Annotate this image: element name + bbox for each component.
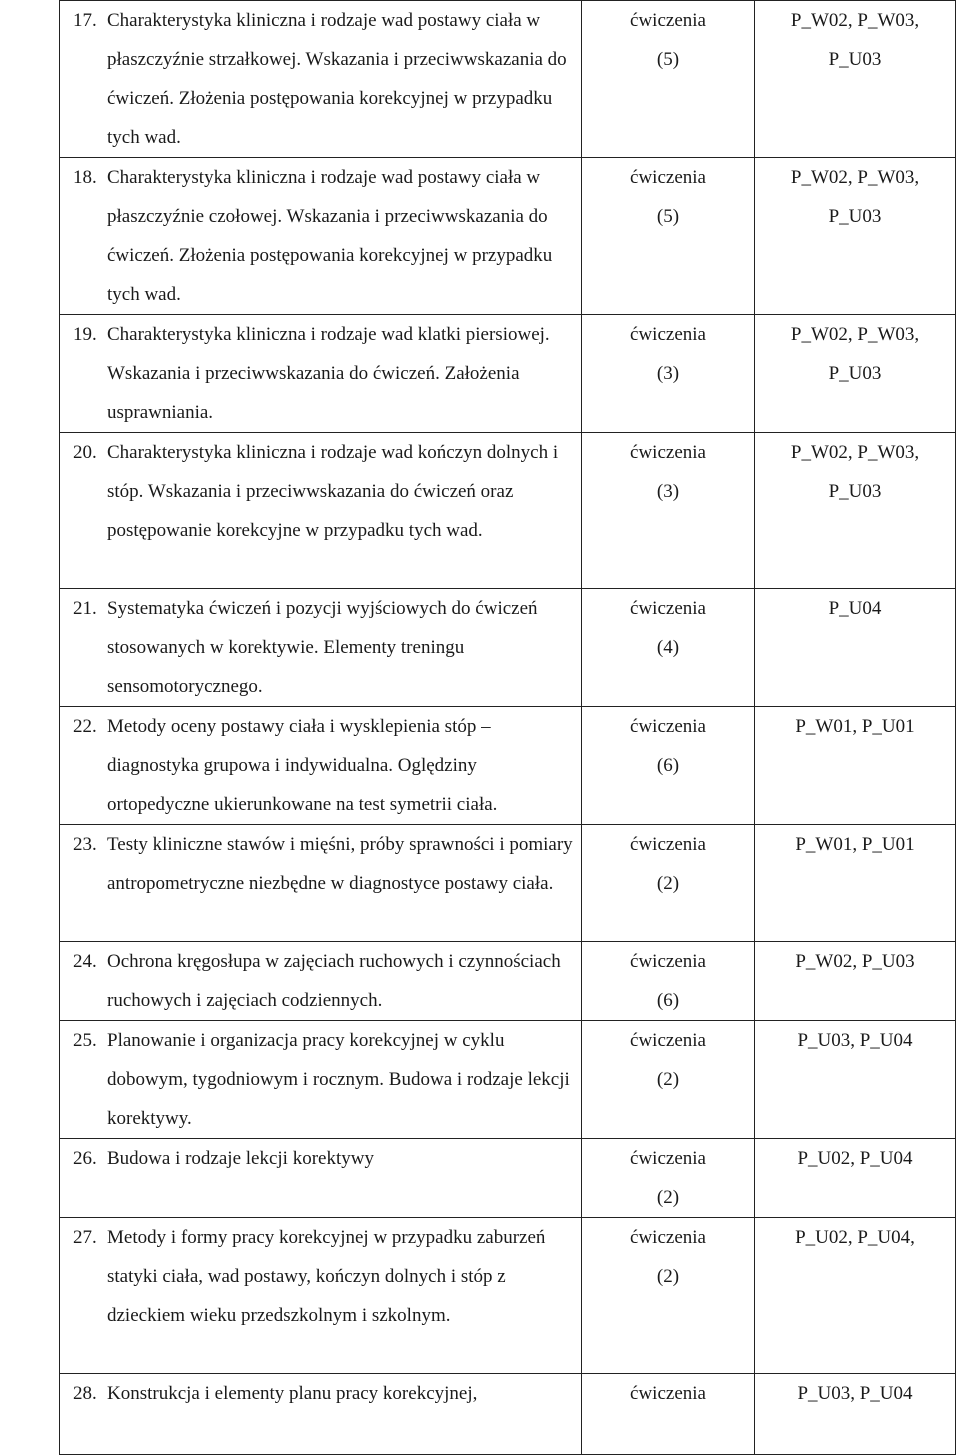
learning-effect-codes: P_U03 <box>828 363 882 384</box>
class-hours: (4) <box>656 637 680 658</box>
class-form: ćwiczenia <box>630 834 706 855</box>
table-row <box>60 707 956 825</box>
topic-cell <box>60 1 582 158</box>
learning-effect-codes: P_W01, P_U01 <box>795 716 915 737</box>
topic-cell <box>60 707 582 825</box>
class-form: ćwiczenia <box>630 442 706 463</box>
topic-number: 26. <box>73 1148 97 1169</box>
class-form: ćwiczenia <box>630 1383 706 1404</box>
topic-cell <box>60 158 582 315</box>
topic-text: Budowa i rodzaje lekcji korektywy <box>107 1148 374 1169</box>
form-cell <box>582 1139 755 1218</box>
topic-number: 21. <box>73 598 97 619</box>
form-cell <box>582 589 755 707</box>
learning-effect-codes: P_W02, P_W03, <box>790 167 920 188</box>
effects-cell <box>755 315 956 433</box>
effects-cell <box>755 589 956 707</box>
topic-cell <box>60 589 582 707</box>
form-cell <box>582 942 755 1021</box>
topic-text: Metody oceny postawy ciała i wysklepienia stóp – diagnostyka grupowa i indywidualna. Oględziny ortopedyczne ukierunkowane na test symetrii ciała. <box>107 716 498 815</box>
class-hours: (6) <box>656 990 680 1011</box>
class-form: ćwiczenia <box>630 167 706 188</box>
class-hours: (6) <box>656 755 680 776</box>
learning-effect-codes: P_U03 <box>828 481 882 502</box>
class-hours: (3) <box>656 481 680 502</box>
topic-number: 27. <box>73 1227 97 1248</box>
topic-cell <box>60 1374 582 1455</box>
class-hours: (5) <box>656 49 680 70</box>
table-row <box>60 158 956 315</box>
table-row <box>60 1 956 158</box>
learning-effect-codes: P_U03 <box>828 206 882 227</box>
topic-number: 20. <box>73 442 97 463</box>
topic-text: Systematyka ćwiczeń i pozycji wyjściowych do ćwiczeń stosowanych w korektywie. Elementy treningu sensomotorycznego. <box>107 598 538 697</box>
class-form: ćwiczenia <box>630 951 706 972</box>
topic-text: Charakterystyka kliniczna i rodzaje wad klatki piersiowej. Wskazania i przeciwwskazania do ćwiczeń. Założenia usprawniania. <box>107 324 550 423</box>
learning-effect-codes: P_U03, P_U04 <box>797 1383 913 1404</box>
topic-number: 25. <box>73 1030 97 1051</box>
topic-text: Ochrona kręgosłupa w zajęciach ruchowych i czynnościach ruchowych i zajęciach codziennych. <box>107 951 561 1011</box>
learning-effect-codes: P_U02, P_U04 <box>797 1148 913 1169</box>
topic-text: Konstrukcja i elementy planu pracy korekcyjnej, <box>107 1383 478 1404</box>
class-form: ćwiczenia <box>630 1030 706 1051</box>
class-form: ćwiczenia <box>630 10 706 31</box>
effects-cell <box>755 1 956 158</box>
effects-cell <box>755 942 956 1021</box>
table-row <box>60 1374 956 1455</box>
topic-cell <box>60 825 582 942</box>
topic-number: 28. <box>73 1383 97 1404</box>
effects-cell <box>755 1374 956 1455</box>
table-row <box>60 1021 956 1139</box>
class-hours: (3) <box>656 363 680 384</box>
learning-effect-codes: P_W02, P_U03 <box>795 951 915 972</box>
topic-text: Metody i formy pracy korekcyjnej w przypadku zaburzeń statyki ciała, wad postawy, kończyn dolnych i stóp z dzieckiem wieku przedszkolnym i szkolnym. <box>107 1227 546 1326</box>
form-cell <box>582 1374 755 1455</box>
effects-cell <box>755 1218 956 1374</box>
table-row <box>60 589 956 707</box>
effects-cell <box>755 707 956 825</box>
learning-effect-codes: P_W02, P_W03, <box>790 442 920 463</box>
topic-text: Charakterystyka kliniczna i rodzaje wad postawy ciała w płaszczyźnie strzałkowej. Wskazania i przeciwwskazania do ćwiczeń. Złożenia postępowania korekcyjnej w przypadku tych wad. <box>107 10 567 148</box>
form-cell <box>582 1218 755 1374</box>
table-row <box>60 1218 956 1374</box>
topic-number: 18. <box>73 167 97 188</box>
class-hours: (2) <box>656 1187 680 1208</box>
topic-number: 23. <box>73 834 97 855</box>
effects-cell <box>755 1021 956 1139</box>
learning-effect-codes: P_W02, P_W03, <box>790 10 920 31</box>
class-form: ćwiczenia <box>630 324 706 345</box>
effects-cell <box>755 433 956 589</box>
form-cell <box>582 433 755 589</box>
class-form: ćwiczenia <box>630 716 706 737</box>
effects-cell <box>755 825 956 942</box>
class-hours: (5) <box>656 206 680 227</box>
learning-effect-codes: P_U02, P_U04, <box>795 1227 915 1248</box>
topic-text: Charakterystyka kliniczna i rodzaje wad kończyn dolnych i stóp. Wskazania i przeciwwskazania do ćwiczeń oraz postępowanie korekcyjne w przypadku tych wad. <box>107 442 559 541</box>
class-form: ćwiczenia <box>630 598 706 619</box>
form-cell <box>582 1021 755 1139</box>
form-cell <box>582 1 755 158</box>
class-hours: (2) <box>656 1069 680 1090</box>
form-cell <box>582 825 755 942</box>
learning-effect-codes: P_U04 <box>828 598 882 619</box>
table-row <box>60 1139 956 1218</box>
topic-cell <box>60 433 582 589</box>
table-row <box>60 942 956 1021</box>
topic-text: Planowanie i organizacja pracy korekcyjnej w cyklu dobowym, tygodniowym i rocznym. Budowa i rodzaje lekcji korektywy. <box>107 1030 570 1129</box>
topic-number: 22. <box>73 716 97 737</box>
topic-cell <box>60 1021 582 1139</box>
class-hours: (2) <box>656 873 680 894</box>
topic-number: 24. <box>73 951 97 972</box>
learning-effect-codes: P_U03 <box>828 49 882 70</box>
topic-cell <box>60 315 582 433</box>
topic-number: 17. <box>73 10 97 31</box>
learning-effect-codes: P_U03, P_U04 <box>797 1030 913 1051</box>
topic-cell <box>60 1218 582 1374</box>
table-row <box>60 433 956 589</box>
class-hours: (2) <box>656 1266 680 1287</box>
form-cell <box>582 707 755 825</box>
topic-cell <box>60 1139 582 1218</box>
topic-number: 19. <box>73 324 97 345</box>
class-form: ćwiczenia <box>630 1148 706 1169</box>
table-row <box>60 825 956 942</box>
learning-effect-codes: P_W02, P_W03, <box>790 324 920 345</box>
class-form: ćwiczenia <box>630 1227 706 1248</box>
table-row <box>60 315 956 433</box>
topic-text: Testy kliniczne stawów i mięśni, próby sprawności i pomiary antropometryczne niezbędne w diagnostyce postawy ciała. <box>107 834 573 894</box>
syllabus-table <box>59 0 956 1455</box>
learning-effect-codes: P_W01, P_U01 <box>795 834 915 855</box>
form-cell <box>582 315 755 433</box>
topic-text: Charakterystyka kliniczna i rodzaje wad postawy ciała w płaszczyźnie czołowej. Wskazania i przeciwwskazania do ćwiczeń. Złożenia postępowania korekcyjnej w przypadku tych wad. <box>107 167 553 305</box>
effects-cell <box>755 158 956 315</box>
topic-cell <box>60 942 582 1021</box>
effects-cell <box>755 1139 956 1218</box>
form-cell <box>582 158 755 315</box>
